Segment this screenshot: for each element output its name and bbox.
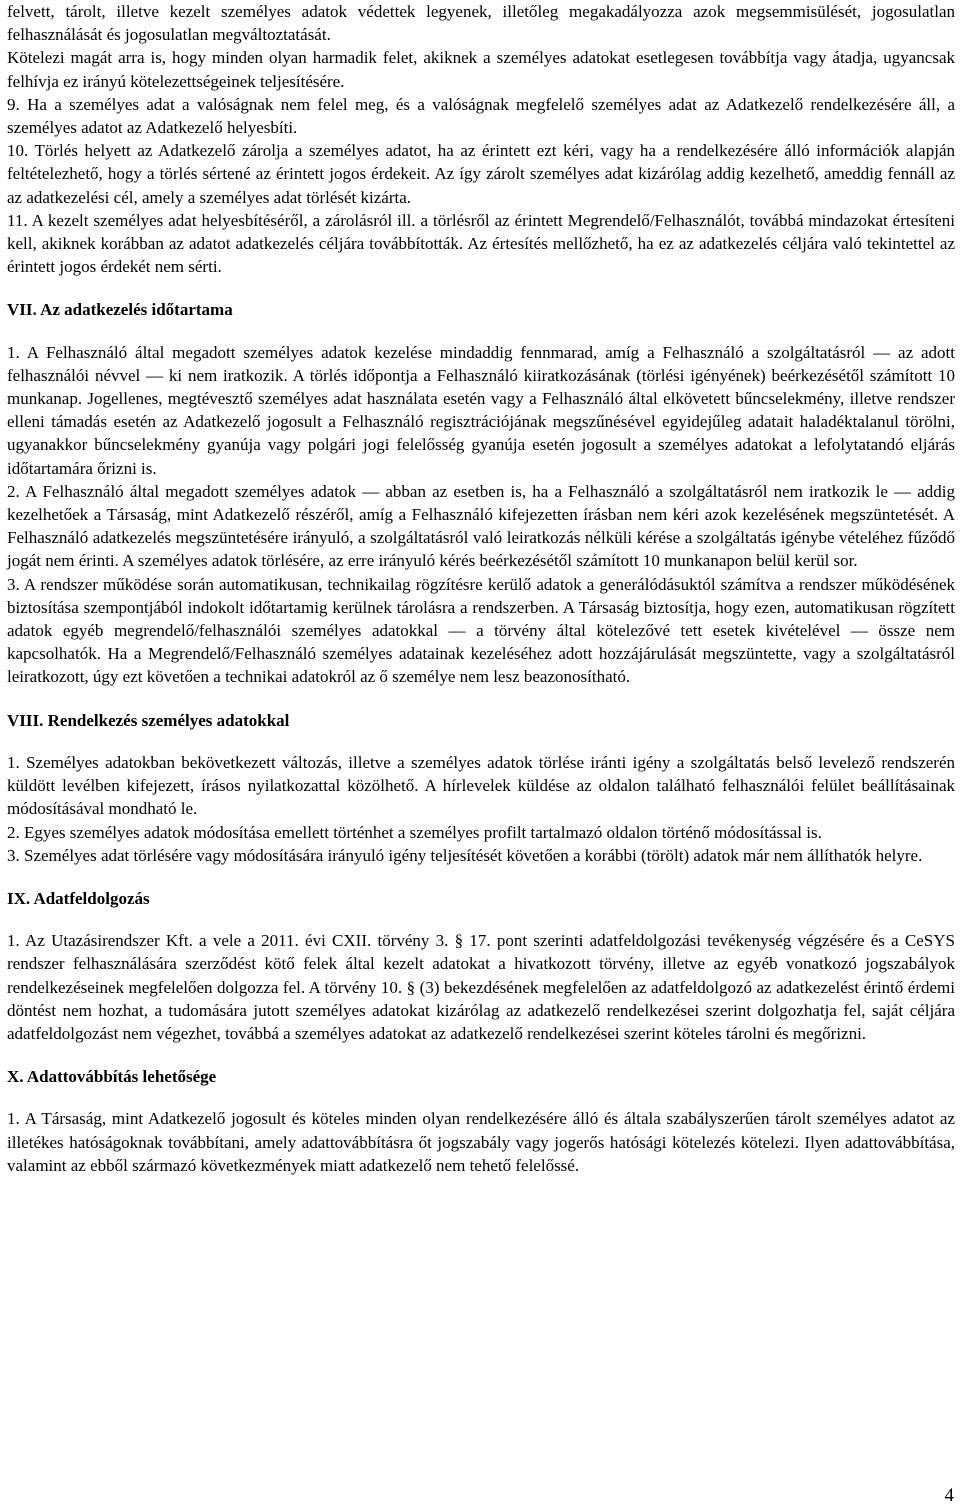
spacer	[7, 910, 955, 929]
section-vii-paragraph-2: 2. A Felhasználó által megadott személyes adatok — abban az esetben is, ha a Felhasználó a szolgáltatásról nem iratkozik le — addig kezelhetőek a Társaság, mint Adatkezelő részéről, amíg a Felhasználó kifejezetten írásban nem kéri azok kezelésének megszüntetését. A Felhasználó adatkezelés megszüntetésére irányuló, a szolgáltatásról való leiratkozás nélküli kérése a szolgáltatás igénybe vételéhez fűződő jogát nem érinti. A személyes adatok törlésére, az erre irányuló kérés beérkezésétől számított 10 munkanapon belül kerül sor.	[7, 481, 955, 571]
section-heading-x: X. Adattovábbítás lehetősége	[7, 1067, 217, 1087]
spacer	[7, 689, 955, 709]
spacer	[7, 1045, 955, 1065]
spacer	[7, 1088, 955, 1107]
intro-paragraph-1: felvett, tárolt, illetve kezelt személyes adatok védettek legyenek, illetőleg megakadályozza azok megsemmisülését, jogosulatlan felhasználását és jogosulatlan megváltoztatását.	[7, 2, 955, 45]
section-ix-paragraph-1: 1. Az Utazásirendszer Kft. a vele a 2011. évi CXII. törvény 3. § 17. pont szerinti adatfeldolgozási tevékenység végzésére és a CeSYS rendszer felhasználására szerződést kötő felek által kezelt adatokat a hivatkozott törvény, illetve az egyéb vonatkozó jogszabályok rendelkezéseinek megfelelően dolgozza fel. A törvény 10. § (3) bekezdésének megfelelően az adatfeldolgozó az adatkezelést érintő érdemi döntést nem hozhat, a tudomására jutott személyes adatokat kizárólag az adatkezelő rendelkezései szerint dolgozhatja fel, saját céljára adatfeldolgozást nem végezhet, továbbá a személyes adatokat az adatkezelő rendelkezései szerint köteles tárolni és megőrizni.	[7, 931, 955, 1043]
spacer	[7, 732, 955, 751]
intro-paragraph-9: 9. Ha a személyes adat a valóságnak nem felel meg, és a valóságnak megfelelő személyes adat az Adatkezelő rendelkezésére áll, a személyes adatot az Adatkezelő helyesbíti.	[7, 94, 955, 138]
section-vii-paragraph-3: 3. A rendszer működése során automatikusan, technikailag rögzítésre kerülő adatok a generálódásuktól számítva a rendszer működésének biztosítása szempontjából indokolt időtartamig kerülnek tárolásra a rendszerben. A Társaság biztosítja, hogy ezen, automatikusan rögzített adatok egyéb megrendelő/felhasználói személyes adatokkal — a törvény által kötelezővé tett esetek kivételével — össze nem kapcsolhatók. Ha a Megrendelő/Felhasználó személyes adatainak kezeléséhez adott hozzájárulását megszüntette, vagy a szolgáltatásról leiratkozott, úgy ezt követően a technikai adatokról az ő személye nem lesz beazonosítható.	[7, 574, 955, 687]
document-page	[7, 0, 955, 1177]
intro-paragraph-10: 10. Törlés helyett az Adatkezelő zárolja a személyes adatot, ha az érintett ezt kéri, vagy ha a rendelkezésére álló információk alapján feltételezhető, hogy a törlés sértené az érintett jogos érdekeit. Az így zárolt személyes adat kizárólag addig kezelhető, ameddig fennáll az az adatkezelési cél, amely a személyes adat törlését kizárta.	[7, 141, 955, 207]
spacer	[7, 867, 955, 887]
intro-paragraph-11: 11. A kezelt személyes adat helyesbítéséről, a zárolásról ill. a törlésről az érintett Megrendelő/Felhasználót, továbbá mindazokat értesíteni kell, akiknek korábban az adatot adatkezelés céljára továbbították. Az értesítés mellőzhető, ha ez az adatkezelés céljára való tekintettel az érintett jogos érdekét nem sérti.	[7, 210, 955, 277]
section-viii-paragraph-2: 2. Egyes személyes adatok módosítása emellett történhet a személyes profilt tartalmazó oldalon történő módosítással is.	[7, 822, 822, 842]
section-heading-viii: VIII. Rendelkezés személyes adatokkal	[7, 710, 290, 730]
section-heading-ix: IX. Adatfeldolgozás	[7, 888, 150, 908]
section-heading-vii: VII. Az adatkezelés időtartama	[7, 300, 233, 320]
section-x-paragraph-1: 1. A Társaság, mint Adatkezelő jogosult és köteles minden olyan rendelkezésére álló és általa szabályszerűen tárolt személyes adatot az illetékes hatóságoknak továbbítani, amely adattovábbításra őt jogszabály vagy jogerős hatósági kötelezés kötelezi. Ilyen adattovábbítása, valamint az ebből származó következmények miatt adatkezelő nem tehető felelőssé.	[7, 1109, 955, 1175]
section-vii-paragraph-1: 1. A Felhasználó által megadott személyes adatok kezelése mindaddig fennmarad, amíg a Felhasználó a szolgáltatásról — az adott felhasználói névvel — ki nem iratkozik. A törlés időpontja a Felhasználó kiiratkozásának (törlési igényének) beérkezésétől számított 10 munkanap. Jogellenes, megtévesztő személyes adat használata esetén vagy a Felhasználó által elkövetett bűncselekmény, illetve rendszer elleni támadás esetén az Adatkezelő jogosult a Felhasználó regisztrációjának megszűnésével egyidejűleg adatait haladéktalanul törölni, ugyanakkor bűncselekmény gyanúja vagy polgári jogi felelősség gyanúja esetén jogosult a személyes adatokat a lefolytatandó eljárás időtartamára őrizni is.	[7, 342, 955, 478]
page-number: 4	[944, 1485, 954, 1506]
section-viii-paragraph-3: 3. Személyes adat törlésére vagy módosítására irányuló igény teljesítését követően a korábbi (törölt) adatok már nem állíthatók helyre.	[7, 845, 923, 865]
spacer	[7, 322, 955, 341]
section-viii-paragraph-1: 1. Személyes adatokban bekövetkezett változás, illetve a személyes adatok törlése iránti igény a szolgáltatás belső levelező rendszerén küldött levélben kifejezett, írásos nyilatkozattal közölhető. A hírlevelek küldése az oldalon található felhasználói felület beállításainak módosításával mondható le.	[7, 752, 955, 819]
intro-paragraph-2: Kötelezi magát arra is, hogy minden olyan harmadik felet, akiknek a személyes adatokat esetlegesen továbbítja vagy átadja, ugyancsak felhívja ez irányú kötelezettségeinek teljesítésére.	[7, 48, 955, 91]
spacer	[7, 278, 955, 298]
